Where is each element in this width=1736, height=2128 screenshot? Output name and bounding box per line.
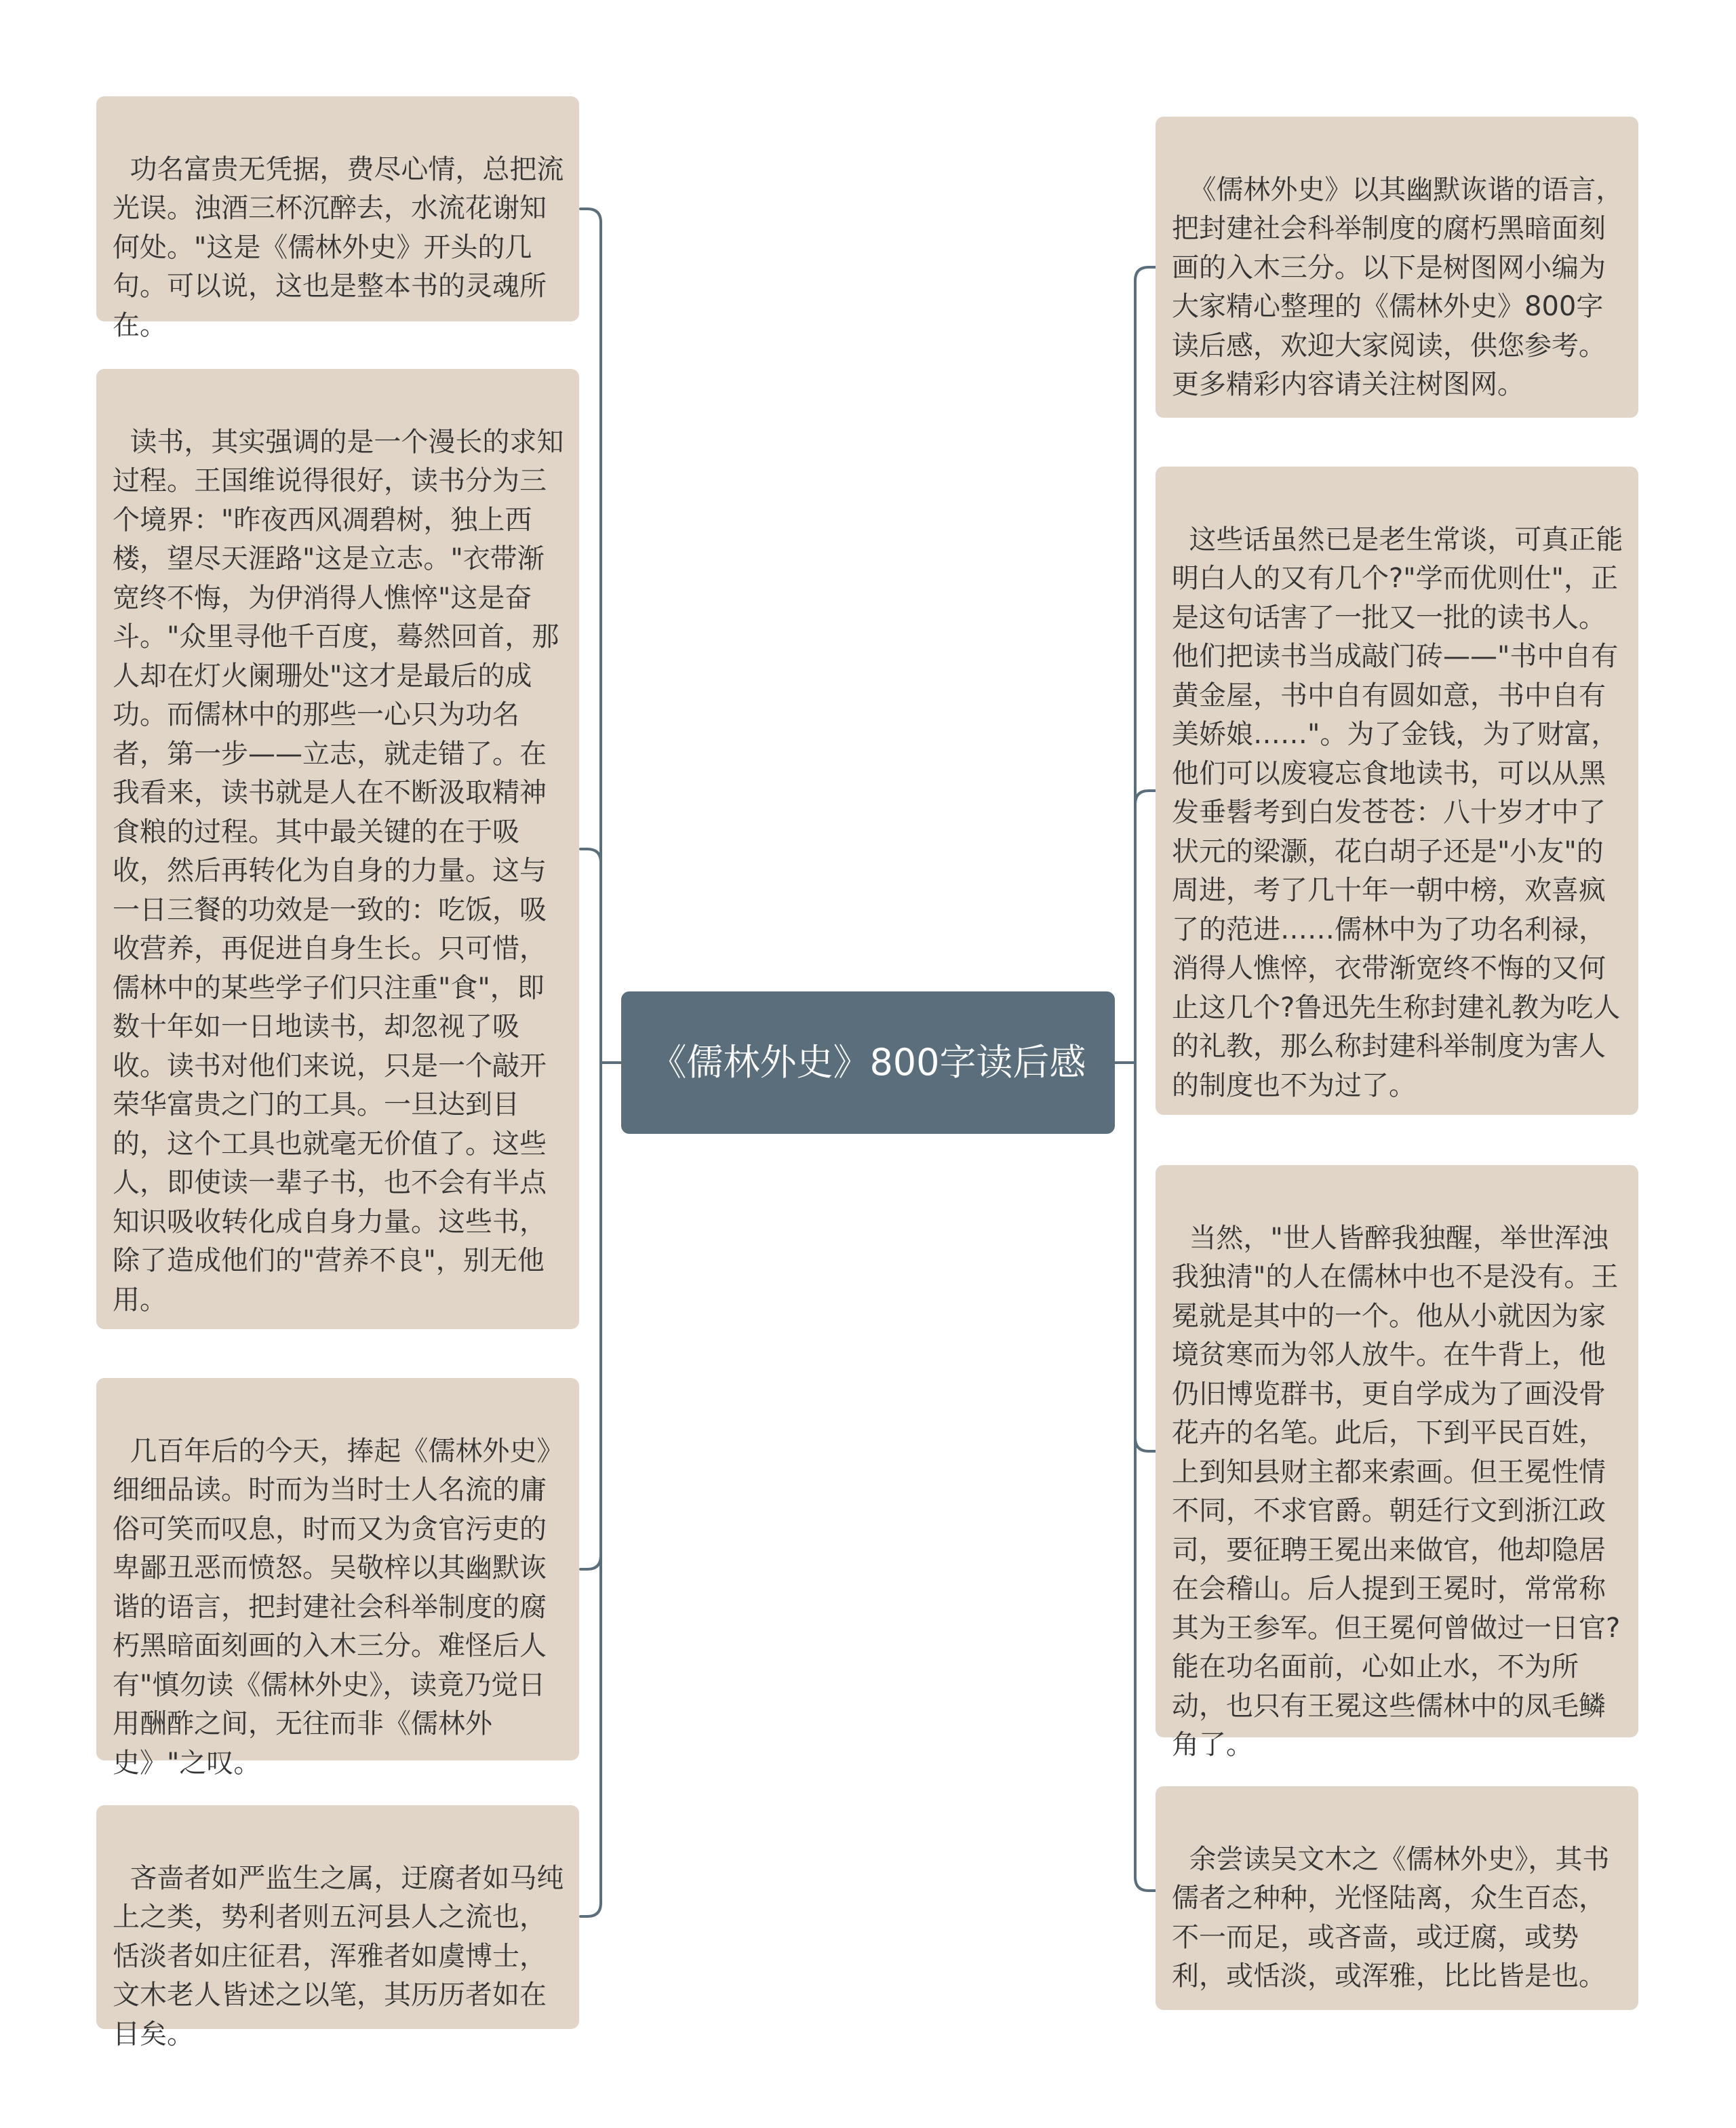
- right-node-2-text: 这些话虽然已是老生常谈，可真正能明白人的又有几个?"学而优则仕"，正是这句话害了一批又一批的读书人。他们把读书当成敲门砖——"书中自有黄金屋，书中自有圆如意，书中自有美娇娘……"。为了金钱，为了财富，他们可以废寝忘食地读书，可以从黑发垂髫考到白发苍苍：八十岁才中了状元的梁灏，花白胡子还是"小友"的周进，考了几十年一朝中榜，欢喜疯了的范进……儒林中为了功名利禄，消得人憔悴，衣带渐宽终不悔的又何止这几个?鲁迅先生称封建礼教为吃人的礼教，那么称封建科举制度为害人的制度也不为过了。: [1172, 524, 1623, 1101]
- connector-right-1: [1135, 267, 1156, 1063]
- right-node-1-text: 《儒林外史》以其幽默诙谐的语言，把封建社会科举制度的腐朽黑暗面刻画的入木三分。以下是树图网小编为大家精心整理的《儒林外史》800字读后感，欢迎大家阅读，供您参考。更多精彩内容请关注树图网。: [1172, 174, 1623, 400]
- right-node-4[interactable]: [1156, 1786, 1638, 2010]
- connector-right-4: [1135, 1063, 1156, 1891]
- right-node-3-text: 当然，"世人皆醉我独醒，举世浑浊我独清"的人在儒林中也不是没有。王冕就是其中的一个。他从小就因为家境贫寒而为邻人放牛。在牛背上，他仍旧博览群书，更自学成为了画没骨花卉的名笔。此后，下到平民百姓，上到知县财主都来索画。但王冕性情不同，不求官爵。朝廷行文到浙江政司，要征聘王冕出来做官，他却隐居在会稽山。后人提到王冕时，常常称其为王参军。但王冕何曾做过一日官?能在功名面前，心如止水，不为所动，也只有王冕这些儒林中的凤毛鳞角了。: [1172, 1222, 1621, 1760]
- connector-left-3: [580, 1063, 601, 1569]
- connector-left-1: [580, 209, 601, 1063]
- connector-right-2: [1135, 791, 1156, 1063]
- left-node-4-text: 吝啬者如严监生之属，迂腐者如马纯上之类，势利者则五河县人之流也，恬淡者如庄征君，浑雅者如虞博士，文木老人皆述之以笔，其历历者如在目矣。: [113, 1862, 564, 2050]
- left-node-4[interactable]: [96, 1805, 579, 2050]
- left-node-1[interactable]: [96, 96, 579, 341]
- left-node-2-text: 读书，其实强调的是一个漫长的求知过程。王国维说得很好，读书分为三个境界："昨夜西风凋碧树，独上西楼，望尽天涯路"这是立志。"衣带渐宽终不悔，为伊消得人憔悴"这是奋斗。"众里寻他千百度，蓦然回首，那人却在灯火阑珊处"这才是最后的成功。而儒林中的那些一心只为功名者，第一步——立志，就走错了。在我看来，读书就是人在不断汲取精神食粮的过程。其中最关键的在于吸收，然后再转化为自身的力量。这与一日三餐的功效是一致的：吃饭，吸收营养，再促进自身生长。只可惜，儒林中的某些学子们只注重"食"，即数十年如一日地读书，却忽视了吸收。读书对他们来说，只是一个敲开荣华富贵之门的工具。一旦达到目的，这个工具也就毫无价值了。这些人，即使读一辈子书，也不会有半点知识吸收转化成自身力量。这些书，除了造成他们的"营养不良"，别无他用。: [113, 426, 564, 1316]
- left-node-3[interactable]: [96, 1378, 579, 1779]
- connector-right-3: [1135, 1063, 1156, 1451]
- central-topic-node[interactable]: [621, 991, 1115, 1134]
- right-node-2[interactable]: [1156, 467, 1638, 1115]
- right-node-3[interactable]: [1156, 1165, 1638, 1760]
- central-topic-title: 《儒林外史》800字读后感: [650, 1041, 1086, 1084]
- left-node-1-text: 功名富贵无凭据，费尽心情，总把流光误。浊酒三杯沉醉去，水流花谢知何处。"这是《儒林外史》开头的几句。可以说，这也是整本书的灵魂所在。: [113, 153, 564, 341]
- right-node-1[interactable]: [1156, 117, 1638, 418]
- right-node-4-text: 余尝读吴文木之《儒林外史》，其书儒者之种种，光怪陆离，众生百态，不一而足，或吝啬，或迂腐，或势利，或恬淡，或浑雅，比比皆是也。: [1172, 1843, 1610, 1992]
- connector-left-2: [580, 849, 601, 1063]
- left-node-3-text: 几百年后的今天，捧起《儒林外史》细细品读。时而为当时士人名流的庸俗可笑而叹息，时而又为贪官污吏的卑鄙丑恶而愤怒。吴敬梓以其幽默诙谐的语言，把封建社会科举制度的腐朽黑暗面刻画的入木三分。难怪后人有"慎勿读《儒林外史》，读竟乃觉日用酬酢之间，无往而非《儒林外史》"之叹。: [113, 1435, 564, 1779]
- left-node-2[interactable]: [96, 369, 579, 1329]
- connector-left-4: [580, 1063, 601, 1916]
